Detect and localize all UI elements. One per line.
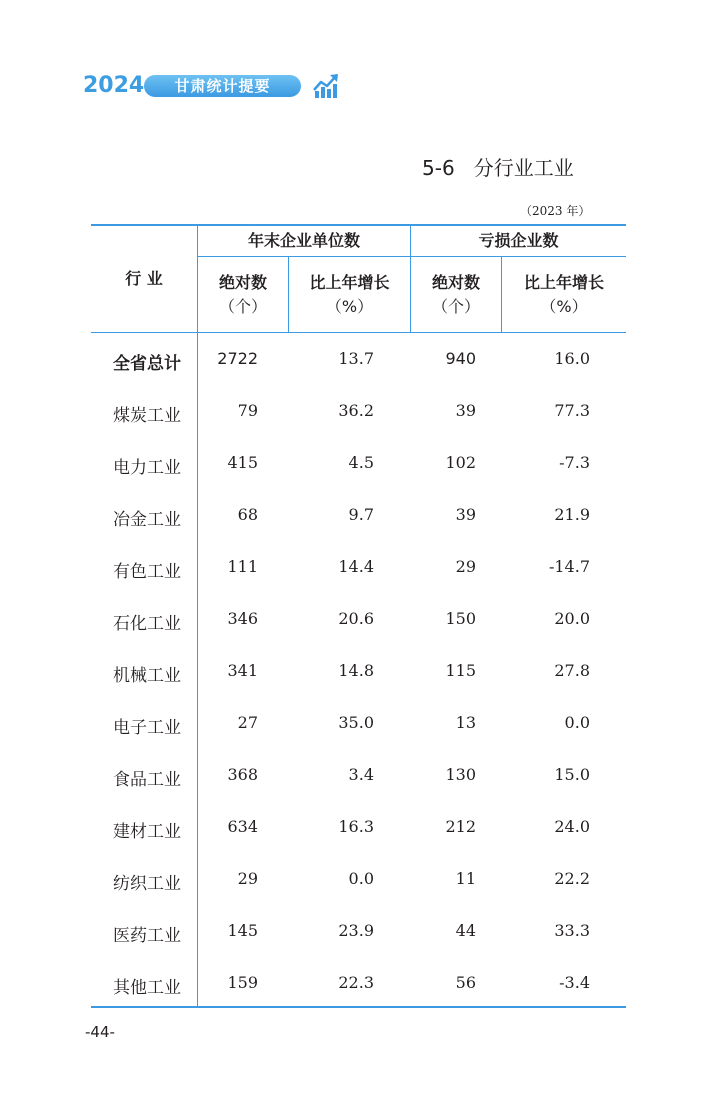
cell-units-abs: 111: [227, 557, 258, 576]
cell-units-growth: 36.2: [338, 401, 374, 420]
cell-units-abs: 79: [237, 401, 258, 420]
cell-units-growth: 13.7: [338, 349, 374, 368]
cell-units-abs: 368: [227, 765, 258, 784]
cell-units-abs: 415: [227, 453, 258, 472]
sub-header-units-growth: 比上年增长: [309, 273, 390, 292]
sub-header-units-growth-unit: （%）: [325, 297, 374, 316]
cell-units-growth: 4.5: [348, 453, 374, 472]
row-label: 有色工业: [113, 562, 181, 582]
cell-loss-abs: 11: [455, 869, 476, 888]
cell-units-growth: 22.3: [338, 973, 374, 992]
cell-loss-abs: 39: [455, 401, 476, 420]
cell-loss-growth: -7.3: [559, 453, 590, 472]
row-label: 冶金工业: [113, 510, 181, 530]
cell-units-growth: 23.9: [338, 921, 374, 940]
cell-units-growth: 14.4: [338, 557, 374, 576]
cell-loss-abs: 29: [455, 557, 476, 576]
cell-loss-abs: 212: [445, 817, 476, 836]
cell-loss-abs: 44: [455, 921, 476, 940]
cell-loss-growth: 22.2: [554, 869, 590, 888]
cell-units-growth: 3.4: [348, 765, 374, 784]
row-label: 其他工业: [113, 978, 181, 998]
table-row: [91, 609, 626, 633]
table-row: [91, 505, 626, 529]
cell-units-growth: 35.0: [338, 713, 374, 732]
cell-loss-growth: 15.0: [554, 765, 590, 784]
row-label: 电力工业: [113, 458, 181, 478]
publication-title-badge: 甘肃统计提要: [144, 75, 301, 97]
table-row: [91, 401, 626, 425]
sub-header-loss-abs-unit: （个）: [431, 297, 480, 316]
table-row: [91, 349, 626, 373]
cell-units-abs: 346: [227, 609, 258, 628]
sub-header-units-abs-unit: （个）: [218, 297, 267, 316]
row-label: 机械工业: [113, 666, 181, 686]
cell-units-abs: 159: [227, 973, 258, 992]
row-label: 电子工业: [113, 718, 181, 738]
cell-units-growth: 9.7: [348, 505, 374, 524]
edition-year: 2024: [83, 73, 145, 98]
row-label: 建材工业: [113, 822, 181, 842]
table-row: [91, 765, 626, 789]
rising-chart-icon: [313, 73, 339, 99]
cell-loss-growth: 21.9: [554, 505, 590, 524]
cell-loss-growth: 33.3: [554, 921, 590, 940]
row-label: 煤炭工业: [113, 406, 181, 426]
cell-loss-abs: 130: [445, 765, 476, 784]
cell-loss-growth: -14.7: [548, 557, 590, 576]
table-row: [91, 557, 626, 581]
page-number: -44-: [85, 1023, 115, 1041]
cell-loss-abs: 115: [445, 661, 476, 680]
table-row: [91, 973, 626, 997]
cell-units-growth: 20.6: [338, 609, 374, 628]
cell-loss-abs: 56: [455, 973, 476, 992]
table-row: [91, 453, 626, 477]
cell-loss-abs: 39: [455, 505, 476, 524]
table-row: [91, 921, 626, 945]
group-header-units: 年末企业单位数: [247, 231, 360, 250]
cell-units-abs: 2722: [217, 349, 258, 368]
sub-divider-1: [288, 256, 289, 332]
cell-units-growth: 0.0: [348, 869, 374, 888]
sub-header-loss-growth-unit: （%）: [540, 297, 588, 316]
sub-header-loss-growth: 比上年增长: [523, 273, 604, 292]
row-label: 石化工业: [113, 614, 181, 634]
cell-loss-growth: 20.0: [554, 609, 590, 628]
cell-loss-growth: -3.4: [559, 973, 590, 992]
cell-units-abs: 68: [237, 505, 258, 524]
cell-units-abs: 27: [237, 713, 258, 732]
cell-units-abs: 341: [227, 661, 258, 680]
cell-loss-growth: 0.0: [564, 713, 590, 732]
cell-loss-growth: 77.3: [554, 401, 590, 420]
group-header-rule: [198, 256, 626, 257]
cell-units-abs: 634: [227, 817, 258, 836]
cell-loss-abs: 940: [445, 349, 476, 368]
table-row: [91, 661, 626, 685]
sub-divider-3: [501, 256, 502, 332]
table-row: [91, 869, 626, 893]
cell-units-growth: 16.3: [338, 817, 374, 836]
row-label: 纺织工业: [113, 874, 181, 894]
cell-loss-abs: 102: [445, 453, 476, 472]
cell-loss-growth: 24.0: [554, 817, 590, 836]
cell-units-abs: 145: [227, 921, 258, 940]
cell-units-growth: 14.8: [338, 661, 374, 680]
row-label: 医药工业: [113, 926, 181, 946]
group-header-loss: 亏损企业数: [478, 231, 559, 250]
row-label: 全省总计: [113, 354, 181, 374]
header-bottom-rule: [91, 332, 626, 333]
cell-loss-abs: 150: [445, 609, 476, 628]
table-row: [91, 713, 626, 737]
row-label: 食品工业: [113, 770, 181, 790]
sub-header-loss-abs: 绝对数: [431, 273, 480, 292]
cell-loss-growth: 16.0: [554, 349, 590, 368]
table-row: [91, 817, 626, 841]
cell-loss-growth: 27.8: [554, 661, 590, 680]
cell-loss-abs: 13: [455, 713, 476, 732]
table-bottom-rule: [91, 1006, 626, 1008]
table-top-rule: [91, 224, 626, 226]
sub-header-units-abs: 绝对数: [218, 273, 267, 292]
year-note: （2023 年）: [520, 204, 591, 218]
table-title: 5-6 分行业工业: [422, 156, 574, 180]
corner-header: 行 业: [125, 269, 163, 288]
cell-units-abs: 29: [237, 869, 258, 888]
